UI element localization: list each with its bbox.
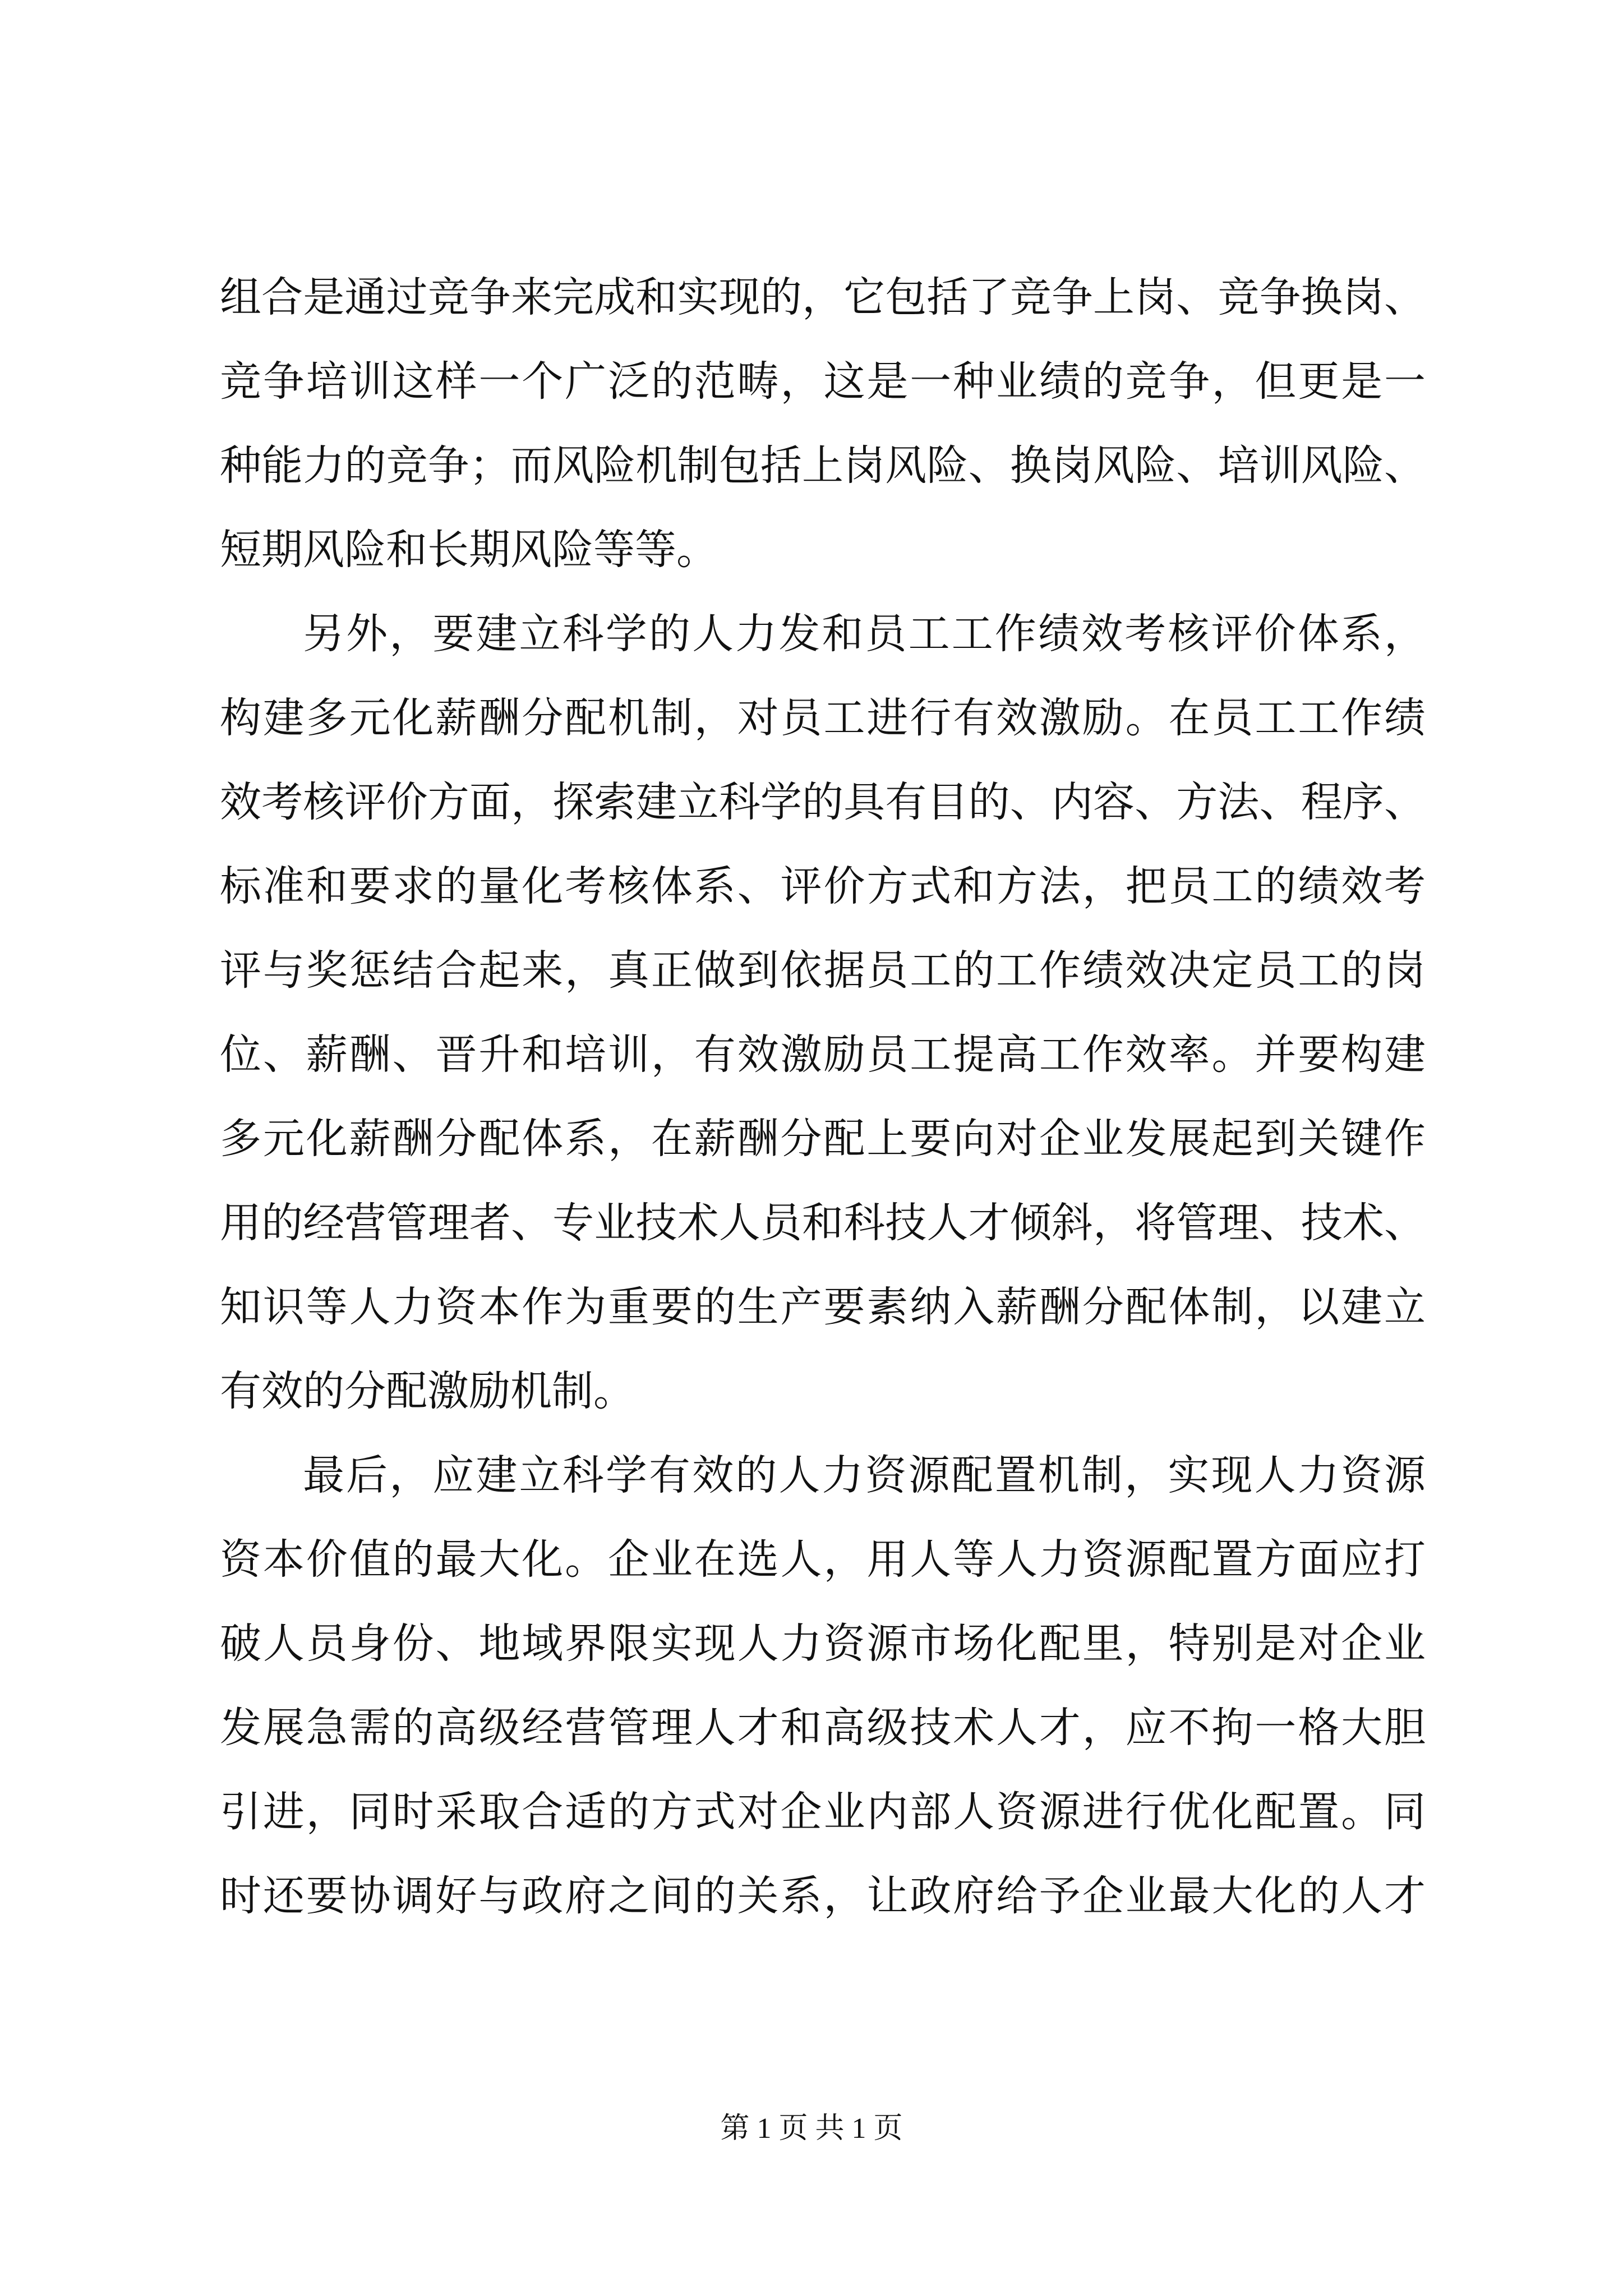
text-line: 效考核评价方面，探索建立科学的具有目的、内容、方法、程序、 [220, 778, 1426, 826]
text-line: 多元化薪酬分配体系，在薪酬分配上要向对企业发展起到关键作 [220, 1115, 1426, 1163]
text-line: 标准和要求的量化考核体系、评价方式和方法，把员工的绩效考 [220, 862, 1426, 910]
text-line: 评与奖惩结合起来，真正做到依据员工的工作绩效决定员工的岗 [220, 946, 1426, 995]
text-line: 构建多元化薪酬分配机制，对员工进行有效激励。在员工工作绩 [220, 694, 1426, 742]
text-line: 用的经营管理者、专业技术人员和科技人才倾斜，将管理、技术、 [220, 1199, 1426, 1247]
text-line: 资本价值的最大化。企业在选人，用人等人力资源配置方面应打 [220, 1535, 1426, 1584]
text-line: 破人员身份、地域界限实现人力资源市场化配里，特别是对企业 [220, 1619, 1426, 1668]
text-line: 时还要协调好与政府之间的关系，让政府给予企业最大化的人才 [220, 1872, 1426, 1920]
text-line: 发展急需的高级经营管理人才和高级技术人才，应不拘一格大胆 [220, 1704, 1426, 1752]
text-line: 引进，同时采取合适的方式对企业内部人资源进行优化配置。同 [220, 1788, 1426, 1836]
text-line: 位、薪酬、晋升和培训，有效激励员工提高工作效率。并要构建 [220, 1030, 1426, 1079]
text-line: 种能力的竞争；而风险机制包括上岗风险、换岗风险、培训风险、 [220, 441, 1426, 490]
text-line: 短期风险和长期风险等等。 [220, 526, 718, 574]
page-footer: 第 1 页 共 1 页 [720, 2113, 903, 2145]
paragraph-first-line: 最后，应建立科学有效的人力资源配置机制，实现人力资源 [303, 1451, 1426, 1499]
text-line: 竞争培训这样一个广泛的范畴，这是一种业绩的竞争，但更是一 [220, 357, 1426, 406]
text-line: 组合是通过竞争来完成和实现的，它包括了竞争上岗、竞争换岗、 [220, 273, 1426, 321]
paragraph-first-line: 另外，要建立科学的人力发和员工工作绩效考核评价体系， [303, 610, 1426, 658]
text-line: 知识等人力资本作为重要的生产要素纳入薪酬分配体制，以建立 [220, 1283, 1426, 1331]
text-line: 有效的分配激励机制。 [220, 1367, 635, 1415]
